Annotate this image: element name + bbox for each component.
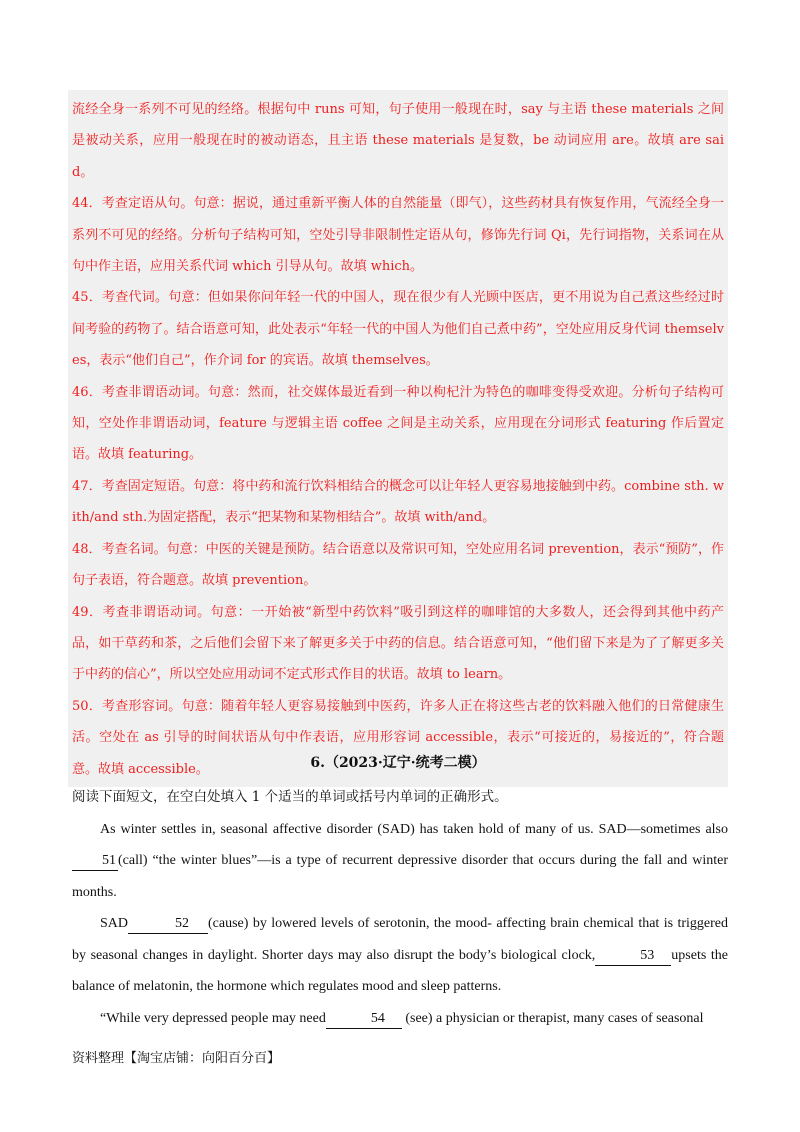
blank-51[interactable]: 51 bbox=[72, 852, 118, 871]
answer-item: 46．考查非谓语动词。句意：然而，社交媒体最近看到一种以枸杞汁为特色的咖啡变得受欢迎。分析句子结构可知，空处作非谓语动词，feature 与逻辑主语 coffee 之间是主动关系，应用现在分词形式 featuring 作后置定语。故填 featuring。 bbox=[72, 384, 724, 463]
blank-54[interactable]: 54 bbox=[326, 1010, 402, 1029]
reading-passage bbox=[72, 782, 728, 1034]
answer-explanations bbox=[68, 90, 728, 787]
blank-53[interactable]: 53 bbox=[595, 947, 671, 966]
footer-note: 资料整理【淘宝店铺：向阳百分百】 bbox=[72, 1051, 281, 1066]
answer-item: 49．考查非谓语动词。句意：一开始被“新型中药饮料”吸引到这样的咖啡馆的大多数人，还会得到其他中药产品，如干草药和茶，之后他们会留下来了解更多关于中药的信息。结合语意可知，“他们留下来是为了了解更多关于中药的信心”，所以空处应用动词不定式形式作目的状语。故填 to learn。 bbox=[72, 604, 724, 683]
section-title: 6.（2023·辽宁·统考二模） bbox=[310, 755, 486, 771]
answer-item: 50．考查形容词。句意：随着年轻人更容易接触到中医药，许多人正在将这些古老的饮料融入他们的日常健康生活。空处在 as 引导的时间状语从句中作表语，应用形容词 accessible，表示“可接近的，易接近的”，符合题意。故填 accessible。 bbox=[72, 698, 724, 777]
answer-item: 45．考查代词。句意：但如果你问年轻一代的中国人，现在很少有人光顾中医店，更不用说为自己煮这些经过时间考验的药物了。结合语意可知，此处表示“年轻一代的中国人为他们自己煮中药”，空处应用反身代词 themselves，表示“他们自己”，作介词 for 的宾语。故填 themselves。 bbox=[72, 290, 724, 369]
passage-paragraph: “While very depressed people may need 54 (see) a physician or therapist, many cases of seasonal bbox=[72, 1003, 728, 1035]
answer-item: 流经全身一系列不可见的经络。根据句中 runs 可知，句子使用一般现在时，say 与主语 these materials 之间是被动关系，应用一般现在时的被动语态，且主语 these materials 是复数，be 动词应用 are。故填 are said。 bbox=[72, 102, 724, 180]
answer-item: 44．考查定语从句。句意：据说，通过重新平衡人体的自然能量（即气），这些药材具有恢复作用，气流经全身一系列不可见的经络。分析句子结构可知，空处引导非限制性定语从句，修饰先行词 Qi，先行词指物，关系词在从句中作主语，应用关系代词 which 引导从句。故填 which。 bbox=[72, 196, 724, 275]
instruction-text: 阅读下面短文，在空白处填入 1 个适当的单词或括号内单词的正确形式。 bbox=[72, 789, 508, 805]
passage-paragraph: SAD 52 (cause) by lowered levels of serotonin, the mood- affecting brain chemical that is triggered by seasonal changes in daylight. Shorter days may also disrupt the body’s biological clock, 53 upsets the balance of melatonin, the hormone which regulates mood and sleep patterns. bbox=[72, 916, 728, 994]
blank-52[interactable]: 52 bbox=[128, 915, 208, 934]
answer-item: 47．考查固定短语。句意：将中药和流行饮料相结合的概念可以让年轻人更容易地接触到中药。combine sth. with/and sth.为固定搭配，表示“把某物和某物相结合”。故填 with/and。 bbox=[72, 478, 724, 526]
answer-item: 48．考查名词。句意：中医的关键是预防。结合语意以及常识可知，空处应用名词 prevention，表示“预防”，作句子表语，符合题意。故填 prevention。 bbox=[72, 541, 724, 589]
passage-paragraph: As winter settles in, seasonal affective disorder (SAD) has taken hold of many of us. SAD—sometimes also 51 (call) “the winter blues”—is a type of recurrent depressive disorder that occurs during the fall and winter months. bbox=[72, 821, 728, 900]
